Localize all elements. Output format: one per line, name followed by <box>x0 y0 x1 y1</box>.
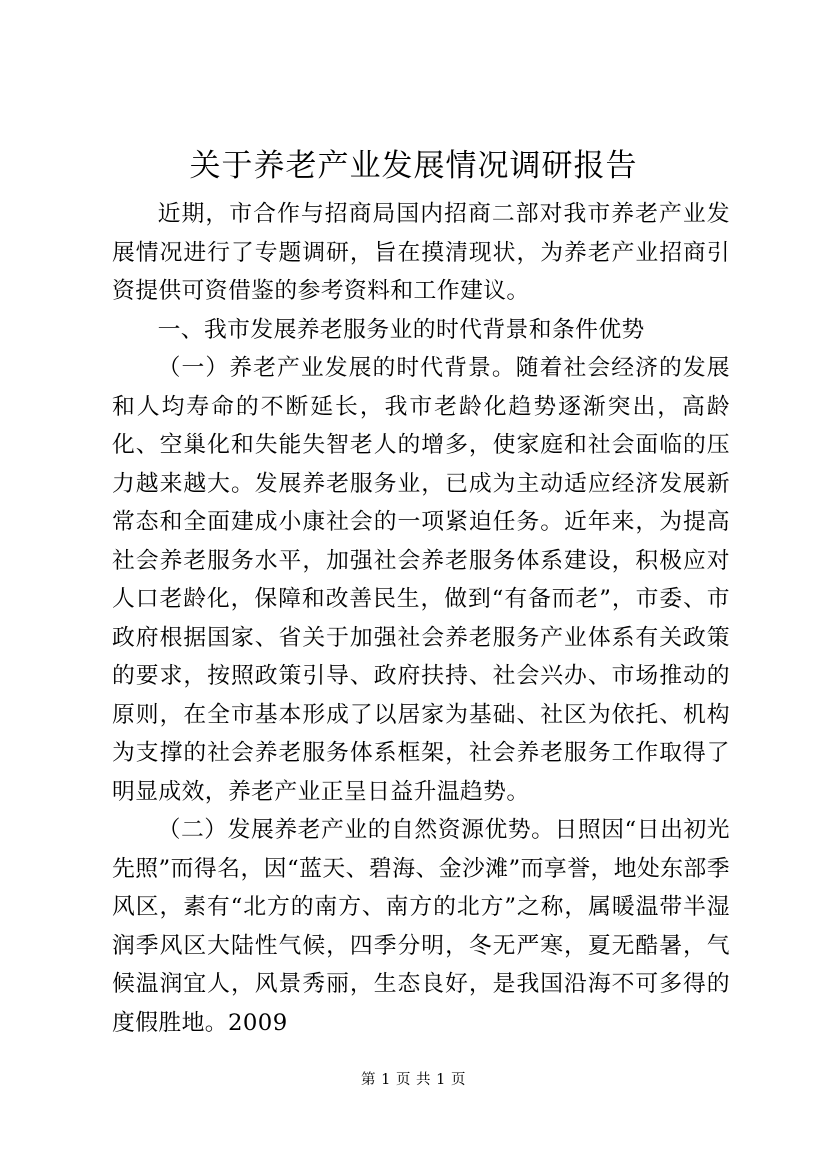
paragraph-background: （一）养老产业发展的时代背景。随着社会经济的发展和人均寿命的不断延长，我市老龄化趋势逐渐突出，高龄化、空巢化和失能失智老人的增多，使家庭和社会面临的压力越来越大。发展养老服务业，已成为主动适应经济发展新常态和全面建成小康社会的一项紧迫任务。近年来，为提高社会养老服务水平，加强社会养老服务体系建设，积极应对人口老龄化，保障和改善民生，做到“有备而老”，市委、市政府根据国家、省关于加强社会养老服务产业体系有关政策的要求，按照政策引导、政府扶持、社会兴办、市场推动的原则，在全市基本形成了以居家为基础、社区为依托、机构为支撑的社会养老服务体系框架，社会养老服务工作取得了明显成效，养老产业正呈日益升温趋势。 <box>112 355 730 805</box>
paragraph-intro: 近期，市合作与招商局国内招商二部对我市养老产业发展情况进行了专题调研，旨在摸清现状，为养老产业招商引资提供可资借鉴的参考资料和工作建议。 <box>112 201 730 304</box>
paragraph-natural-resources: （二）发展养老产业的自然资源优势。日照因“日出初光先照”而得名，因“蓝天、碧海、金沙滩”而享誉，地处东部季风区，素有“北方的南方、南方的北方”之称，属暖温带半湿润季风区大陆性气候，四季分明，冬无严寒，夏无酷暑，气候温润宜人，风景秀丽，生态良好，是我国沿海不可多得的度假胜地。2009 <box>112 817 730 1036</box>
section-heading-1: 一、我市发展养老服务业的时代背景和条件优势 <box>157 316 645 343</box>
document-title: 关于养老产业发展情况调研报告 <box>189 148 638 184</box>
document-body <box>112 195 730 1042</box>
page-footer: 第 1 页 共 1 页 <box>361 1072 466 1088</box>
